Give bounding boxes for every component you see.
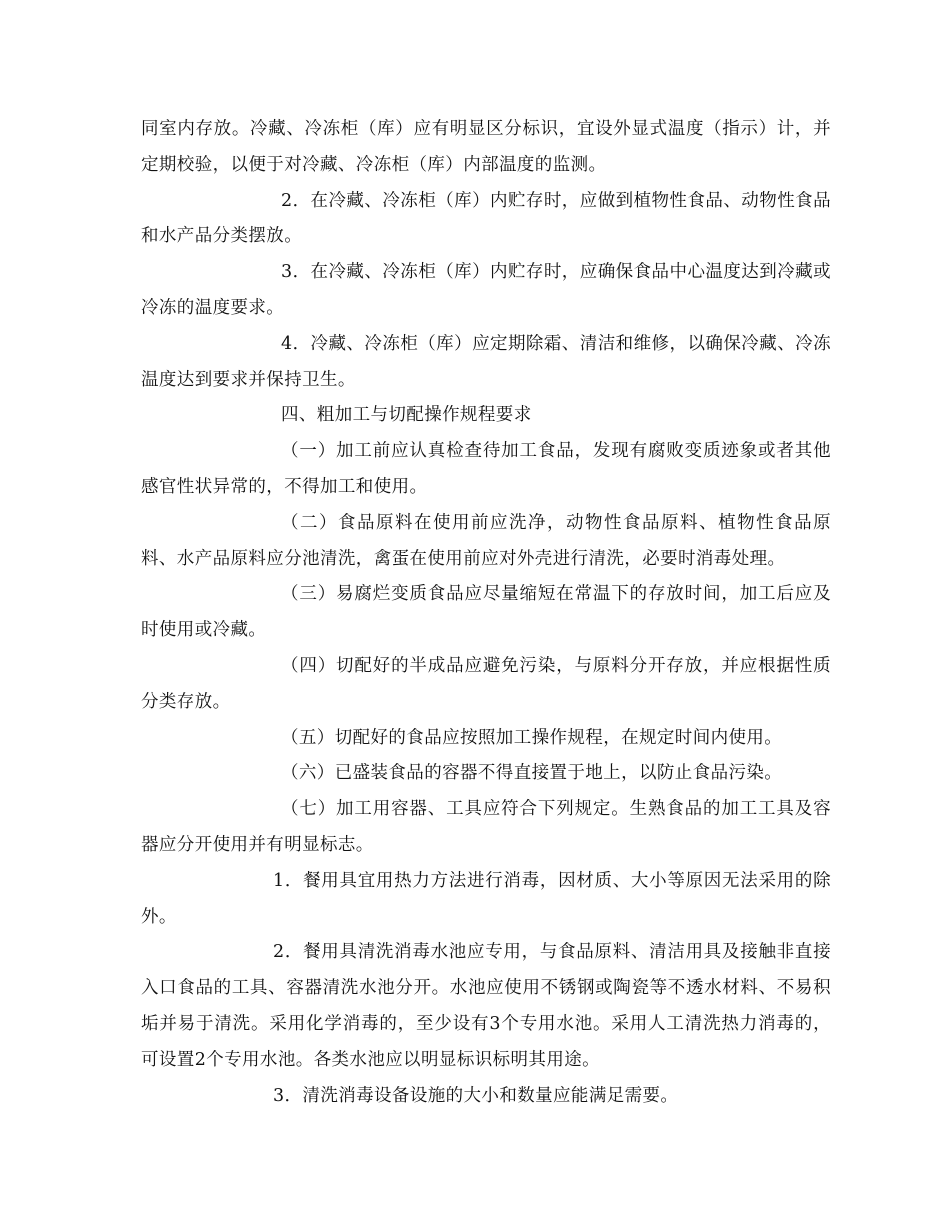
paragraph-subitem-3: （三）易腐烂变质食品应尽量缩短在常温下的存放时间，加工后应及时使用或冷藏。 — [141, 584, 831, 641]
paragraph-subitem-7: （七）加工用容器、工具应符合下列规定。生熟食品的加工工具及容器应分开使用并有明显标志。 — [141, 799, 831, 855]
paragraph-tool-item-1: 1．餐用具宜用热力方法进行消毒，因材质、大小等原因无法采用的除外。 — [141, 870, 831, 927]
paragraph-continuation: 同室内存放。冷藏、冷冻柜（库）应有明显区分标识，宜设外显式温度（指示）计，并定期校验，以便于对冷藏、冷冻柜（库）内部温度的监测。 — [141, 119, 831, 175]
paragraph-subitem-4: （四）切配好的半成品应避免污染，与原料分开存放，并应根据性质分类存放。 — [141, 655, 831, 712]
paragraph-subitem-1: （一）加工前应认真检查待加工食品，发现有腐败变质迹象或者其他感官性状异常的，不得加工和使用。 — [141, 441, 831, 497]
paragraph-subitem-5: （五）切配好的食品应按照加工操作规程，在规定时间内使用。 — [281, 727, 783, 748]
paragraph-item-4: 4．冷藏、冷冻柜（库）应定期除霜、清洁和维修，以确保冷藏、冷冻温度达到要求并保持卫生。 — [141, 333, 831, 390]
paragraph-item-3: 3．在冷藏、冷冻柜（库）内贮存时，应确保食品中心温度达到冷藏或冷冻的温度要求。 — [141, 262, 831, 318]
paragraph-item-2: 2．在冷藏、冷冻柜（库）内贮存时，应做到植物性食品、动物性食品和水产品分类摆放。 — [141, 190, 831, 247]
document-body — [141, 112, 831, 1114]
section-heading: 四、粗加工与切配操作规程要求 — [281, 405, 532, 426]
paragraph-tool-item-3: 3．清洗消毒设备设施的大小和数量应能满足需要。 — [273, 1085, 679, 1106]
paragraph-subitem-2: （二）食品原料在使用前应洗净，动物性食品原料、植物性食品原料、水产品原料应分池清洗，禽蛋在使用前应对外壳进行清洗，必要时消毒处理。 — [141, 512, 831, 569]
paragraph-subitem-6: （六）已盛装食品的容器不得直接置于地上，以防止食品污染。 — [281, 763, 783, 784]
paragraph-tool-item-2: 2．餐用具清洗消毒水池应专用，与食品原料、清洁用具及接触非直接入口食品的工具、容器清洗水池分开。水池应使用不锈钢或陶瓷等不透水材料、不易积垢并易于清洗。采用化学消毒的，至少设有3个专用水池。采用人工清洗热力消毒的，可设置2个专用水池。各类水池应以明显标识标明其用途。 — [141, 942, 831, 1070]
